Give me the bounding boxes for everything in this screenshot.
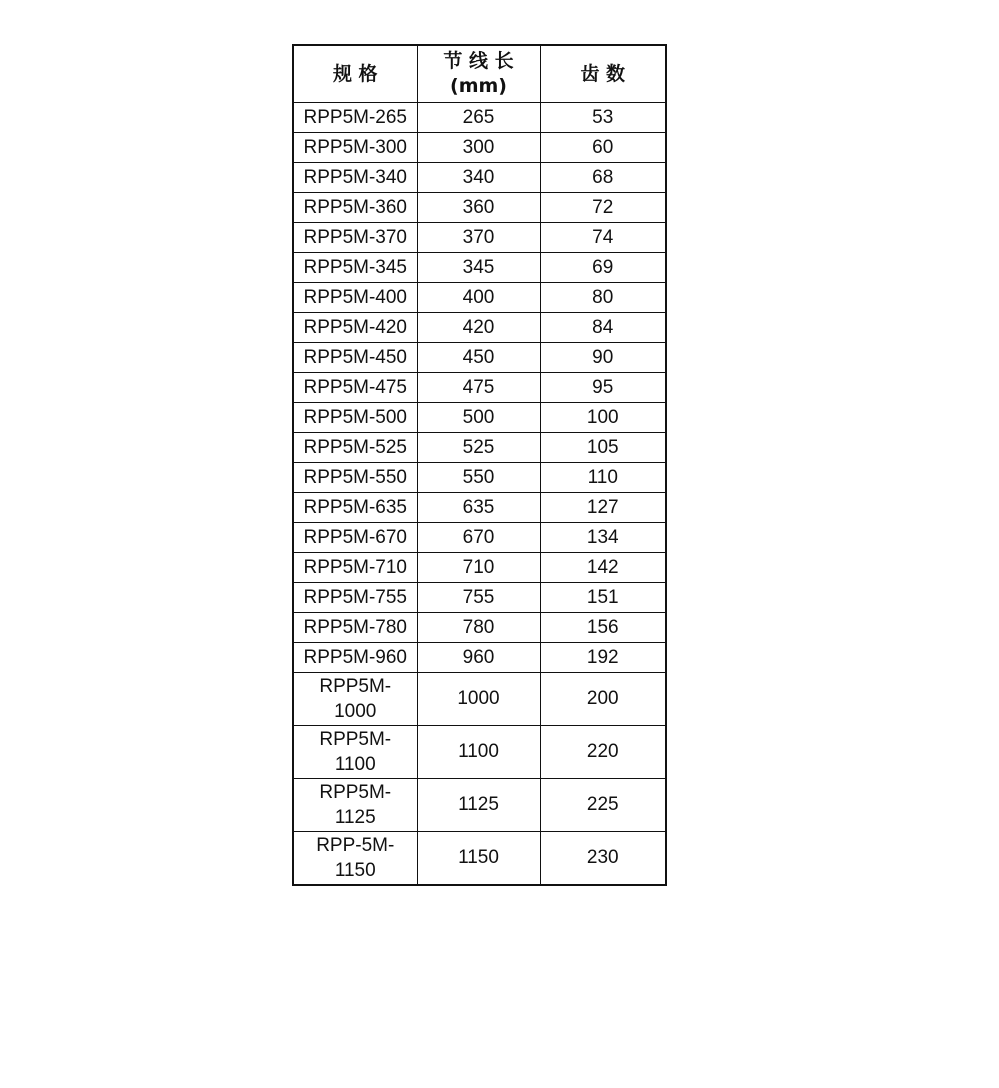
- spec-cell: RPP5M-340: [293, 163, 417, 193]
- pitch-length-cell: 670: [417, 523, 540, 553]
- teeth-count-cell: 69: [540, 253, 666, 283]
- pitch-length-cell: 710: [417, 553, 540, 583]
- spec-cell: RPP5M-500: [293, 403, 417, 433]
- teeth-count-cell: 220: [540, 726, 666, 779]
- table-row: [293, 283, 666, 313]
- teeth-count-cell: 110: [540, 463, 666, 493]
- pitch-length-cell: 550: [417, 463, 540, 493]
- spec-cell: RPP5M-755: [293, 583, 417, 613]
- pitch-length-cell: 475: [417, 373, 540, 403]
- spec-sheet: [292, 44, 665, 886]
- teeth-count-cell: 156: [540, 613, 666, 643]
- table-row: [293, 779, 666, 832]
- pitch-length-cell: 635: [417, 493, 540, 523]
- header-spec-label: 规 格: [332, 62, 378, 85]
- table-row: [293, 673, 666, 726]
- teeth-count-cell: 68: [540, 163, 666, 193]
- table-header: [293, 45, 666, 103]
- spec-cell: RPP5M-550: [293, 463, 417, 493]
- table-row: [293, 553, 666, 583]
- pitch-length-cell: 370: [417, 223, 540, 253]
- spec-cell: RPP5M-960: [293, 643, 417, 673]
- pitch-length-cell: 420: [417, 313, 540, 343]
- table-row: [293, 403, 666, 433]
- table-row: [293, 643, 666, 673]
- table-row: [293, 193, 666, 223]
- table-row: [293, 433, 666, 463]
- table-row: [293, 223, 666, 253]
- spec-cell: RPP5M-400: [293, 283, 417, 313]
- table-row: [293, 463, 666, 493]
- teeth-count-cell: 142: [540, 553, 666, 583]
- spec-cell: RPP5M-635: [293, 493, 417, 523]
- teeth-count-cell: 84: [540, 313, 666, 343]
- spec-cell: RPP5M-345: [293, 253, 417, 283]
- pitch-length-cell: 300: [417, 133, 540, 163]
- teeth-count-cell: 95: [540, 373, 666, 403]
- spec-cell: RPP5M-370: [293, 223, 417, 253]
- table-row: [293, 163, 666, 193]
- pitch-length-cell: 345: [417, 253, 540, 283]
- spec-cell: RPP5M-1100: [293, 726, 417, 779]
- table-row: [293, 313, 666, 343]
- header-pitch-length-unit: (mm): [450, 75, 507, 97]
- spec-cell: RPP5M-265: [293, 103, 417, 133]
- pitch-length-cell: 360: [417, 193, 540, 223]
- header-pitch-length: [417, 45, 540, 103]
- pitch-length-cell: 500: [417, 403, 540, 433]
- teeth-count-cell: 225: [540, 779, 666, 832]
- teeth-count-cell: 100: [540, 403, 666, 433]
- spec-cell: RPP5M-780: [293, 613, 417, 643]
- table-row: [293, 103, 666, 133]
- teeth-count-cell: 105: [540, 433, 666, 463]
- pitch-length-cell: 780: [417, 613, 540, 643]
- spec-cell: RPP5M-670: [293, 523, 417, 553]
- table-row: [293, 832, 666, 886]
- teeth-count-cell: 60: [540, 133, 666, 163]
- pitch-length-cell: 1000: [417, 673, 540, 726]
- teeth-count-cell: 90: [540, 343, 666, 373]
- teeth-count-cell: 53: [540, 103, 666, 133]
- header-spec: [293, 45, 417, 103]
- header-teeth-label: 齿 数: [580, 62, 626, 85]
- table-row: [293, 253, 666, 283]
- pitch-length-cell: 340: [417, 163, 540, 193]
- teeth-count-cell: 134: [540, 523, 666, 553]
- belt-spec-table: [292, 44, 667, 886]
- pitch-length-cell: 1150: [417, 832, 540, 886]
- table-row: [293, 343, 666, 373]
- spec-cell: RPP5M-525: [293, 433, 417, 463]
- teeth-count-cell: 230: [540, 832, 666, 886]
- header-pitch-length-label: 节 线 长: [443, 50, 514, 72]
- table-row: [293, 613, 666, 643]
- table-body: [293, 103, 666, 886]
- table-row: [293, 726, 666, 779]
- spec-cell: RPP5M-1000: [293, 673, 417, 726]
- pitch-length-cell: 525: [417, 433, 540, 463]
- spec-cell: RPP5M-710: [293, 553, 417, 583]
- pitch-length-cell: 265: [417, 103, 540, 133]
- spec-cell: RPP-5M-1150: [293, 832, 417, 886]
- spec-cell: RPP5M-360: [293, 193, 417, 223]
- spec-cell: RPP5M-475: [293, 373, 417, 403]
- teeth-count-cell: 192: [540, 643, 666, 673]
- teeth-count-cell: 127: [540, 493, 666, 523]
- header-teeth: [540, 45, 666, 103]
- table-row: [293, 493, 666, 523]
- pitch-length-cell: 400: [417, 283, 540, 313]
- header-row: [293, 45, 666, 103]
- table-row: [293, 523, 666, 553]
- table-row: [293, 133, 666, 163]
- pitch-length-cell: 960: [417, 643, 540, 673]
- pitch-length-cell: 755: [417, 583, 540, 613]
- spec-cell: RPP5M-420: [293, 313, 417, 343]
- teeth-count-cell: 200: [540, 673, 666, 726]
- spec-cell: RPP5M-300: [293, 133, 417, 163]
- pitch-length-cell: 450: [417, 343, 540, 373]
- spec-cell: RPP5M-1125: [293, 779, 417, 832]
- table-row: [293, 373, 666, 403]
- teeth-count-cell: 151: [540, 583, 666, 613]
- table-row: [293, 583, 666, 613]
- pitch-length-cell: 1125: [417, 779, 540, 832]
- teeth-count-cell: 74: [540, 223, 666, 253]
- teeth-count-cell: 72: [540, 193, 666, 223]
- spec-cell: RPP5M-450: [293, 343, 417, 373]
- teeth-count-cell: 80: [540, 283, 666, 313]
- pitch-length-cell: 1100: [417, 726, 540, 779]
